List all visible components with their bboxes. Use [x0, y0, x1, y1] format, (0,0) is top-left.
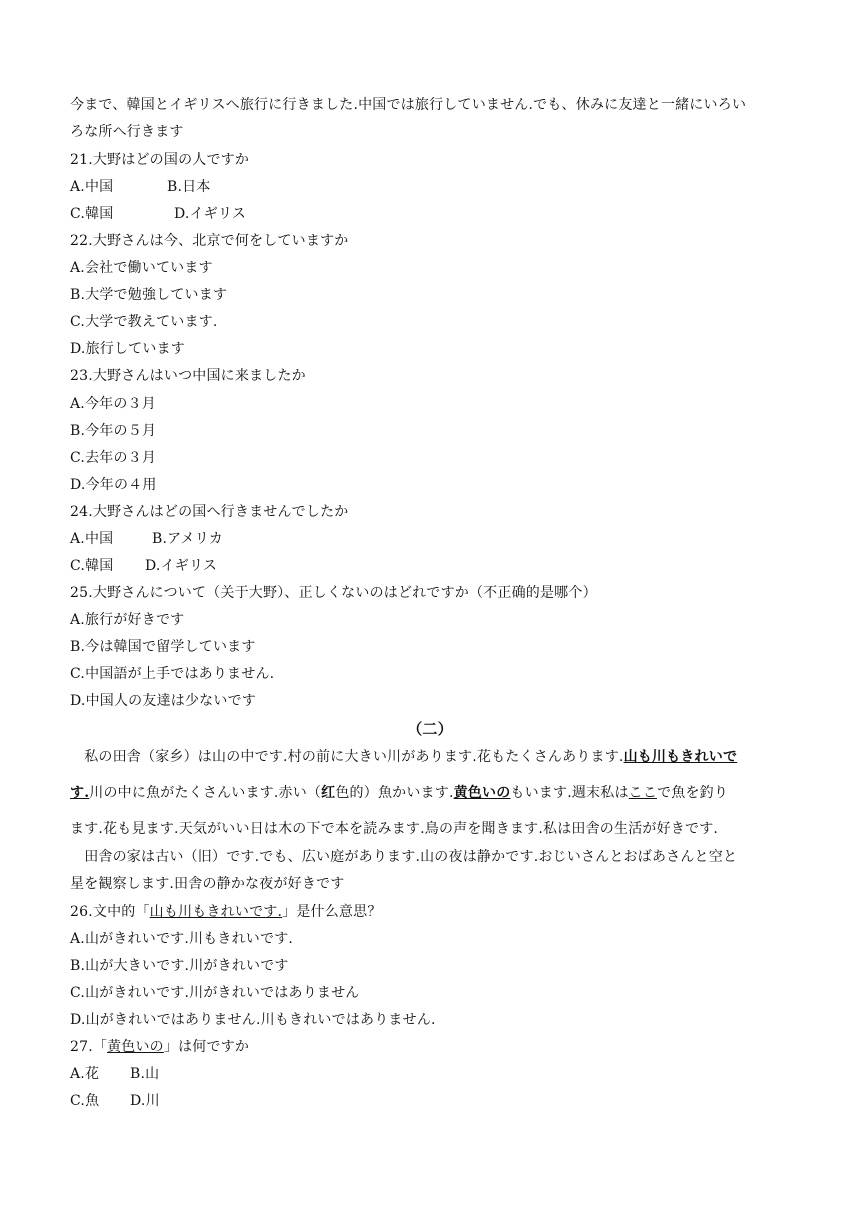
underlined-phrase: 山も川もきれいで [623, 749, 738, 765]
option-c[interactable]: C.大学で教えています. [70, 314, 218, 330]
quoted-phrase: 黄色いの [107, 1039, 164, 1055]
options-row [70, 178, 211, 196]
option-b[interactable]: B.今は韓国で留学しています [70, 639, 256, 655]
option-b[interactable]: B.大学で勉強しています [70, 287, 228, 303]
option-d[interactable]: D.旅行しています [70, 341, 185, 357]
option-a[interactable]: A.山がきれいです.川もきれいです. [70, 931, 294, 947]
option-c[interactable]: C.魚 [70, 1093, 100, 1109]
option-a[interactable]: A.今年の３月 [70, 396, 156, 412]
question-23: 23.大野さんはいつ中国に来ましたか [70, 368, 306, 384]
options-row [70, 1065, 160, 1083]
passage-text: 色的）魚かいます. [335, 785, 454, 801]
option-d[interactable]: D.山がきれいではありません.川もきれいではありません. [70, 1012, 436, 1028]
option-b[interactable]: B.日本 [167, 179, 211, 195]
passage-text: 私の田舎（家乡）は山の中です.村の前に大きい川があります.花もたくさんあります. [70, 749, 624, 765]
passage-line: 星を観察します.田舎の静かな夜が好きです [70, 876, 345, 892]
passage-text: で魚を釣り [657, 785, 729, 801]
passage-line: ろな所へ行きます [70, 124, 184, 140]
options-row [70, 205, 247, 223]
option-c[interactable]: C.中国語が上手ではありません. [70, 666, 275, 682]
option-a[interactable]: A.花 [70, 1066, 100, 1082]
options-row [70, 530, 223, 548]
passage-text: 川の中に魚がたくさんいます.赤い（ [89, 785, 322, 801]
quoted-phrase: 山も川もきれいです. [149, 904, 283, 920]
underlined-word: ここ [628, 785, 658, 801]
option-b[interactable]: B.山が大きいです.川がきれいです [70, 958, 289, 974]
passage-line: 今まで、韓国とイギリスへ旅行に行きました.中国では旅行していません.でも、休みに友達と一緒にいろい [70, 97, 747, 113]
question-22: 22.大野さんは今、北京で何をしていますか [70, 233, 349, 249]
question-21: 21.大野はどの国の人ですか [70, 152, 250, 168]
underlined-phrase: す. [70, 785, 90, 801]
option-d[interactable]: D.川 [130, 1093, 160, 1109]
option-a[interactable]: A.旅行が好きです [70, 612, 185, 628]
option-b[interactable]: B.山 [130, 1066, 160, 1082]
bold-char: 红 [321, 785, 336, 801]
question-26 [70, 903, 382, 921]
question-text: 」は何ですか [163, 1039, 250, 1055]
passage-line: ます.花も見ます.天気がいい日は木の下で本を読みます.鳥の声を聞きます.私は田舎の生活が好きです. [70, 821, 719, 837]
option-b[interactable]: B.今年の５月 [70, 423, 157, 439]
passage-line [70, 784, 728, 802]
question-text: 27.「 [70, 1039, 108, 1055]
option-c[interactable]: C.山がきれいです.川がきれいではありません [70, 985, 360, 1001]
options-row [70, 1092, 160, 1110]
option-d[interactable]: D.中国人の友達は少ないです [70, 693, 256, 709]
question-27 [70, 1038, 249, 1056]
passage-text: もいます.週末私は [510, 785, 629, 801]
question-text: 」是什么意思？ [282, 904, 382, 920]
question-25: 25.大野さんについて（关于大野）、正しくないのはどれですか（不正确的是哪个） [70, 585, 597, 601]
option-a[interactable]: A.中国 [70, 179, 114, 195]
option-c[interactable]: C.韓国 [70, 206, 114, 222]
passage-line [70, 748, 737, 766]
option-a[interactable]: A.中国 [70, 531, 114, 547]
option-c[interactable]: C.韓国 [70, 558, 114, 574]
option-a[interactable]: A.会社で働いています [70, 260, 213, 276]
underlined-phrase: 黄色いの [453, 785, 511, 801]
section-heading: （二） [407, 720, 453, 738]
option-d[interactable]: D.イギリス [145, 558, 218, 574]
question-24: 24.大野さんはどの国へ行きませんでしたか [70, 504, 349, 520]
passage-line: 田舎の家は古い（旧）です.でも、広い庭があります.山の夜は静かです.おじいさんとおばあさんと空と [70, 849, 738, 865]
option-d[interactable]: D.今年の４用 [70, 477, 157, 493]
question-text: 26.文中的「 [70, 904, 150, 920]
options-row [70, 557, 218, 575]
option-d[interactable]: D.イギリス [174, 206, 247, 222]
option-b[interactable]: B.アメリカ [152, 531, 223, 547]
option-c[interactable]: C.去年の３月 [70, 450, 157, 466]
